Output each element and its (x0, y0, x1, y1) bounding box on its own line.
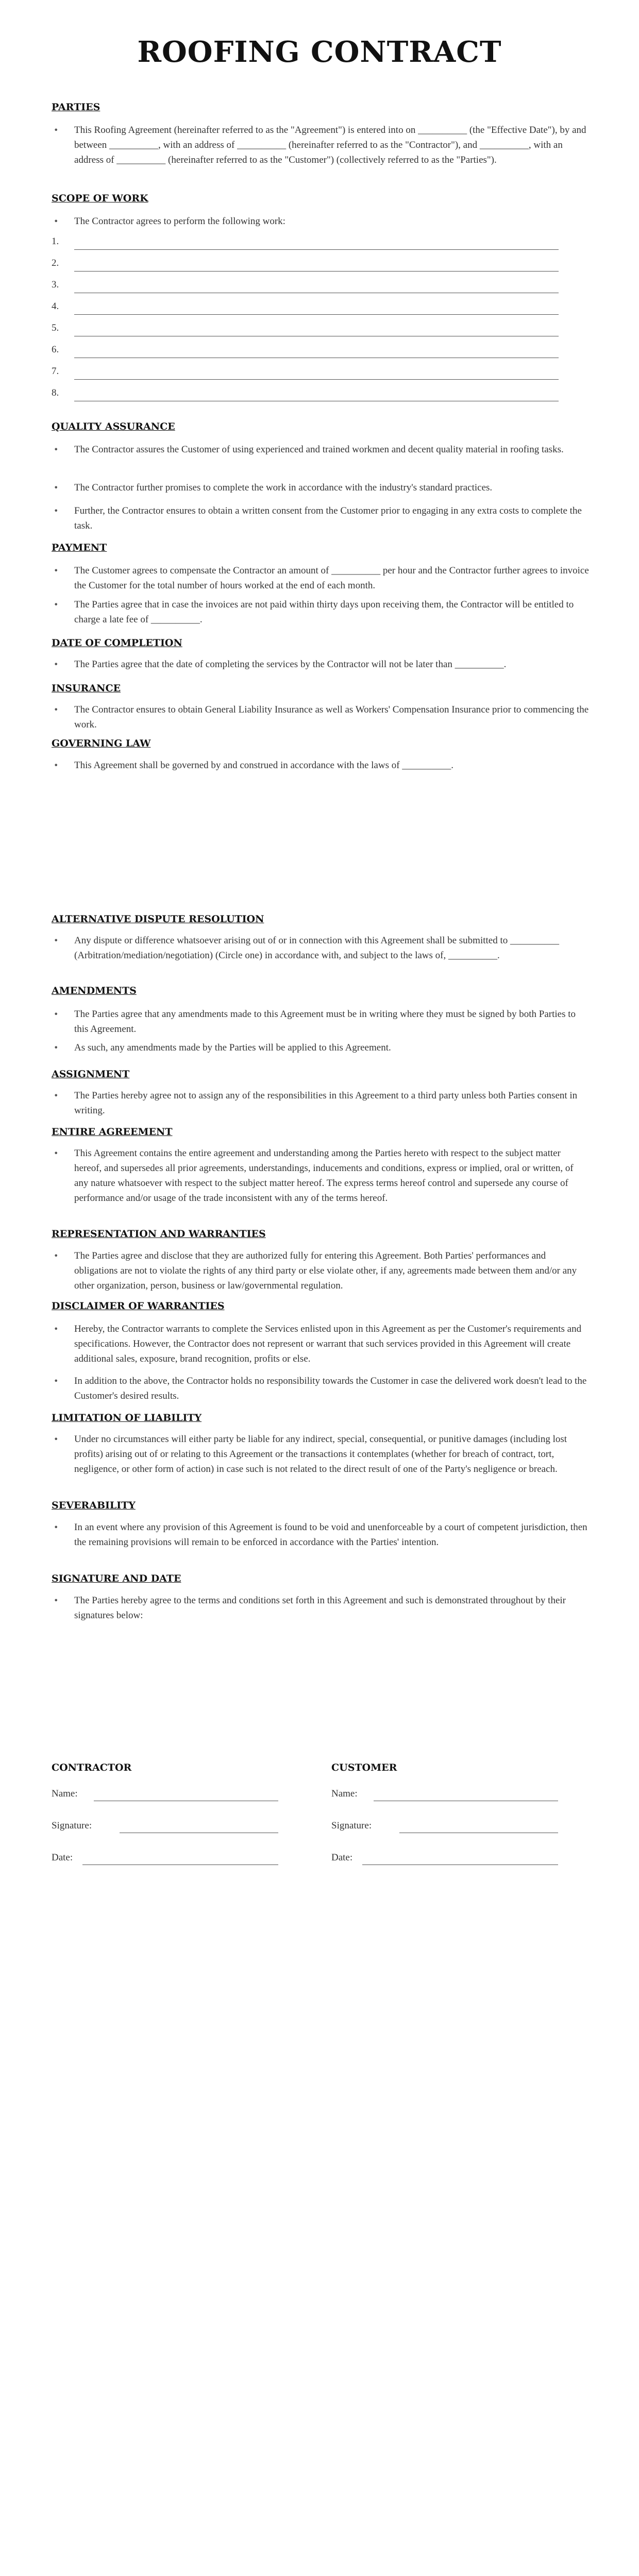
section-heading-severability: SEVERABILITY (52, 1500, 136, 1511)
section-heading-quality: QUALITY ASSURANCE (52, 421, 175, 432)
section-heading-payment: PAYMENT (52, 542, 107, 553)
section-heading-disclaimer: DISCLAIMER OF WARRANTIES (52, 1300, 225, 1312)
insurance-paragraph: The Contractor ensures to obtain General Liability Insurance as well as Workers' Compensation Insurance prior to commencing the work. (74, 704, 589, 730)
section-heading-amendments: AMENDMENTS (52, 985, 137, 996)
scope-item-number: 5. (52, 323, 59, 333)
quality-paragraph: The Contractor assures the Customer of using experienced and trained workmen and decent quality material in roofing tasks. (74, 444, 564, 455)
contractor-heading: CONTRACTOR (52, 1762, 132, 1773)
bullet-icon: • (54, 760, 59, 770)
parties-paragraph: This Roofing Agreement (hereinafter referred to as the "Agreement") is entered into on __________ (the "Effective Date"), by and between __________, with an address of __________ (hereinafter referred to as the "Contractor"), and __________, with an address of __________ (hereinafter referred to as the "Customer") (collectively referred to as the "Parties"). (74, 125, 586, 165)
section-heading-representation: REPRESENTATION AND WARRANTIES (52, 1228, 266, 1240)
liability-paragraph: Under no circumstances will either party be liable for any indirect, special, consequential, or punitive damages (including lost profits) arising out of or relating to this Agreement or the transactions it contemplates (whether for breach of contract, tort, negligence, or other form of action) in case such is not related to the direct result of one of the Party's negligence or breach. (74, 1434, 567, 1475)
bullet-icon: • (54, 445, 59, 454)
bullet-icon: • (54, 936, 59, 945)
section-heading-insurance: INSURANCE (52, 683, 121, 694)
section-heading-scope: SCOPE OF WORK (52, 193, 148, 204)
bullet-icon: • (54, 483, 59, 493)
scope-paragraph: The Contractor agrees to perform the following work: (74, 216, 285, 227)
bullet-icon: • (54, 659, 59, 669)
section-heading-signature: SIGNATURE AND DATE (52, 1573, 181, 1584)
section-heading-liability: LIMITATION OF LIABILITY (52, 1412, 202, 1423)
section-heading-parties: PARTIES (52, 101, 100, 113)
scope-item-blank-line[interactable] (74, 271, 559, 272)
bullet-icon: • (54, 1434, 59, 1444)
representation-paragraph: The Parties agree and disclose that they are authorized fully for entering this Agreement. Both Parties' performances and obligations are not to violate the rights of any third party or else violate other, if any, agreements made between them and/or any other organization, person, business or law/governmental regulation. (74, 1250, 577, 1291)
disclaimer-paragraph: Hereby, the Contractor warrants to complete the Services enlisted upon in this Agreement as per the Customer's requirements and specifications. However, the Contractor does not represent or warrant that such services provided in this Agreement will create additional sales, exposure, brand recognition, profits or else. (74, 1324, 582, 1364)
contractor-date-label: Date: (52, 1852, 73, 1863)
section-heading-assignment: ASSIGNMENT (52, 1069, 130, 1080)
bullet-icon: • (54, 566, 59, 575)
scope-item-blank-line[interactable] (74, 249, 559, 250)
entire-paragraph: This Agreement contains the entire agreement and understanding among the Parties hereto with respect to the subject matter hereof, and supersedes all prior agreements, understandings, inducements and conditions, express or implied, oral or written, of any nature whatsoever with respect to the subject matter hereof. The express terms hereof control and supersede any course of performance and/or usage of the trade inconsistent with any of the terms hereof. (74, 1148, 574, 1204)
scope-item-number: 1. (52, 236, 59, 247)
bullet-icon: • (54, 1376, 59, 1386)
quality-paragraph: Further, the Contractor ensures to obtain a written consent from the Customer prior to engaging in any extra costs to complete the task. (74, 505, 582, 531)
scope-item-blank-line[interactable] (74, 314, 559, 315)
bullet-icon: • (54, 1043, 59, 1053)
amendments-paragraph: The Parties agree that any amendments made to this Agreement must be in writing where they must be signed by both Parties to this Agreement. (74, 1009, 576, 1035)
signature-paragraph: The Parties hereby agree to the terms and conditions set forth in this Agreement and such is demonstrated throughout by their signatures below: (74, 1595, 566, 1621)
bullet-icon: • (54, 216, 59, 226)
customer-heading: CUSTOMER (331, 1762, 397, 1773)
bullet-icon: • (54, 1009, 59, 1019)
document-title: ROOFING CONTRACT (137, 35, 502, 69)
law-paragraph: This Agreement shall be governed by and construed in accordance with the laws of __________. (74, 760, 454, 771)
bullet-icon: • (54, 1148, 59, 1158)
payment-paragraph: The Customer agrees to compensate the Contractor an amount of __________ per hour and the Contractor further agrees to invoice the Customer for the total number of hours worked at the end of each month. (74, 565, 589, 591)
payment-paragraph: The Parties agree that in case the invoices are not paid within thirty days upon receiving them, the Contractor will be entitled to charge a late fee of __________. (74, 599, 574, 625)
scope-item-number: 3. (52, 279, 59, 290)
bullet-icon: • (54, 1091, 59, 1100)
quality-paragraph: The Contractor further promises to complete the work in accordance with the industry's standard practices. (74, 482, 493, 493)
contractor-signature-label: Signature: (52, 1820, 92, 1831)
customer-signature-label: Signature: (331, 1820, 372, 1831)
scope-item-number: 6. (52, 344, 59, 355)
section-heading-completion: DATE OF COMPLETION (52, 637, 182, 649)
scope-item-number: 8. (52, 387, 59, 398)
section-heading-dispute: ALTERNATIVE DISPUTE RESOLUTION (52, 913, 264, 925)
bullet-icon: • (54, 506, 59, 516)
bullet-icon: • (54, 600, 59, 609)
scope-item-number: 7. (52, 366, 59, 377)
section-heading-entire: ENTIRE AGREEMENT (52, 1126, 173, 1138)
scope-item-number: 4. (52, 301, 59, 312)
severability-paragraph: In an event where any provision of this Agreement is found to be void and unenforceable by a court of competent jurisdiction, then the remaining provisions will remain to be enforced in accordance with the Parties' intention. (74, 1522, 587, 1548)
customer-name-label: Name: (331, 1788, 358, 1799)
customer-date-label: Date: (331, 1852, 353, 1863)
scope-item-number: 2. (52, 258, 59, 268)
contractor-name-label: Name: (52, 1788, 78, 1799)
bullet-icon: • (54, 1596, 59, 1605)
completion-paragraph: The Parties agree that the date of completing the services by the Contractor will not be later than __________. (74, 659, 507, 670)
bullet-icon: • (54, 125, 59, 135)
dispute-paragraph: Any dispute or difference whatsoever arising out of or in connection with this Agreement shall be submitted to __________ (Arbitration/mediation/negotiation) (Circle one) in accordance with, and subject to the laws of, __________. (74, 935, 560, 961)
bullet-icon: • (54, 1324, 59, 1334)
scope-item-blank-line[interactable] (74, 379, 559, 380)
amendments-paragraph: As such, any amendments made by the Parties will be applied to this Agreement. (74, 1042, 391, 1053)
bullet-icon: • (54, 1251, 59, 1261)
assignment-paragraph: The Parties hereby agree not to assign any of the responsibilities in this Agreement to a third party unless both Parties consent in writing. (74, 1090, 578, 1116)
bullet-icon: • (54, 705, 59, 715)
disclaimer-paragraph: In addition to the above, the Contractor holds no responsibility towards the Customer in case the delivered work doesn't lead to the Customer's desired results. (74, 1376, 587, 1401)
section-heading-law: GOVERNING LAW (52, 738, 151, 749)
bullet-icon: • (54, 1522, 59, 1532)
